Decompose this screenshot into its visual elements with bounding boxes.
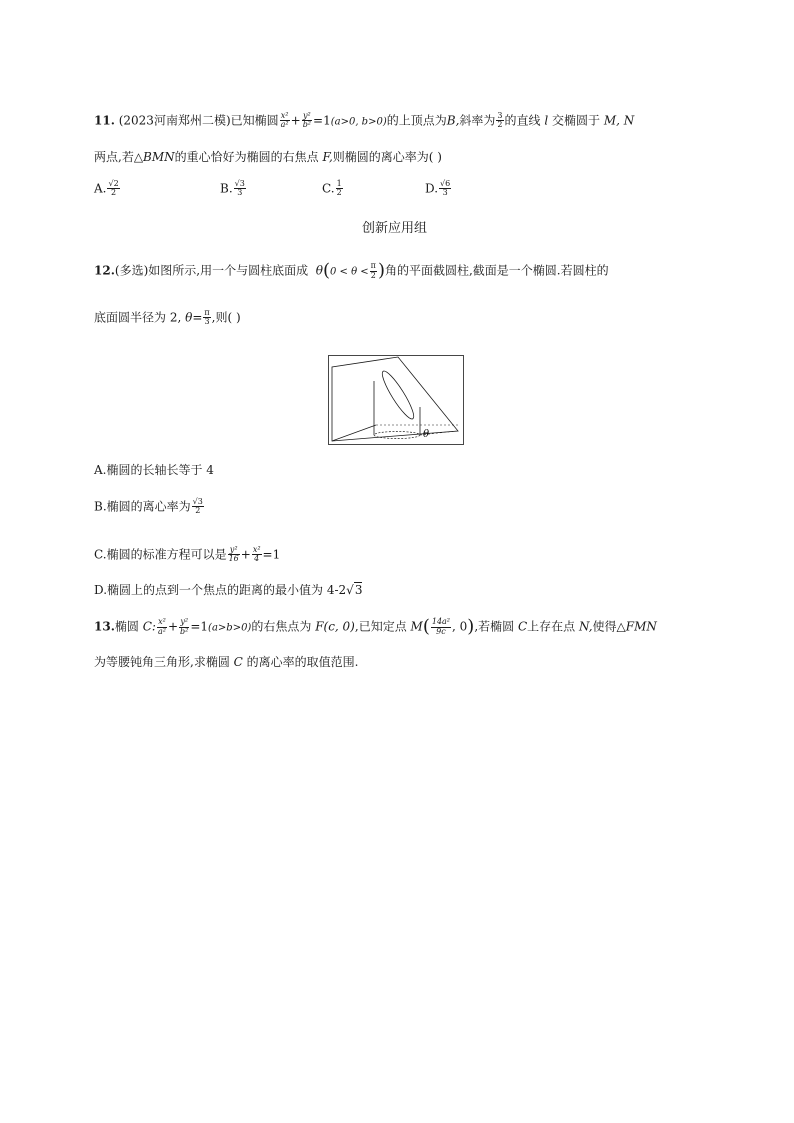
- figure-frame: [329, 356, 464, 445]
- q11-B: B,: [446, 113, 460, 128]
- q11-option-a[interactable]: A. $\frac{√2}{2}$: [94, 179, 119, 198]
- q11-text: 已知椭圆: [230, 113, 279, 128]
- base-plane: [332, 425, 376, 441]
- q11-slope: $\frac{3}{2}$: [497, 111, 503, 130]
- q11-option-d[interactable]: D. $\frac{√6}{3}$: [425, 179, 451, 198]
- q11-text4: 的直线: [504, 113, 541, 128]
- q12-option-a[interactable]: A.椭圆的长轴长等于 4: [94, 463, 214, 477]
- q12-option-d[interactable]: D.椭圆上的点到一个焦点的距离的最小值为 4-2√3: [94, 583, 363, 597]
- q11-cond: (a>0, b>0): [330, 116, 387, 128]
- q11-text3: 斜率为: [459, 113, 496, 128]
- q12-line2: 底面圆半径为 2, θ= $\frac{\pi}{3}$ ,则( ): [94, 308, 241, 327]
- q11-l: l: [544, 113, 549, 128]
- cylinder-figure: [328, 355, 464, 445]
- q12-number: 12.: [94, 263, 115, 278]
- q11-frac-x: $\frac{\text{x²}}{\text{a²}}$: [280, 111, 289, 130]
- q13-line2: 为等腰钝角三角形,求椭圆 C 的离心率的取值范围.: [94, 655, 359, 669]
- q12-line1: 12.(多选)如图所示,用一个与圆柱底面成 θ(0 < θ < $\frac{\pi}{2}$ )角的平面截圆柱,截面是一个椭圆.若圆柱的: [94, 260, 609, 281]
- q11-MN: M, N: [603, 113, 635, 128]
- section-title: 创新应用组: [362, 221, 428, 236]
- q11-option-c[interactable]: C. $\frac{1}{2}$: [322, 179, 342, 198]
- q12-option-c[interactable]: C.椭圆的标准方程可以是 $\frac{\text{y²}}{16}$ + $\frac{\text{x²}}{4}$ =1: [94, 545, 281, 564]
- q11-option-b[interactable]: B. $\frac{√3}{3}$: [220, 179, 245, 198]
- q11-line2: 两点,若△BMN的重心恰好为椭圆的右焦点 F,则椭圆的离心率为( ): [94, 150, 442, 164]
- q11-plus: +: [290, 113, 301, 128]
- q11-text5: 交椭圆于: [552, 113, 601, 128]
- q13-line1: 13.椭圆 C: $\frac{\text{x²}}{\text{a²}}$ + $\frac{\text{y²}}{\text{b²}}$ =1(a>b>0)的右焦点为 F(c, 0),已知定点 M( $\frac{\text{14a²}}{9c}$ , 0),若椭圆 C上存在点 N,使得△FMN: [94, 616, 657, 637]
- q11-number: 11.: [94, 113, 115, 128]
- q11-eq: =1: [313, 113, 331, 128]
- q11-text2: 的上顶点为: [386, 113, 447, 128]
- ellipse-section: [378, 368, 418, 422]
- q12-option-b[interactable]: B.椭圆的离心率为 $\frac{√3}{2}$: [94, 497, 203, 516]
- cutting-plane: [332, 357, 458, 441]
- q11-line1: [94, 112, 634, 130]
- theta-label: θ: [423, 429, 430, 440]
- q11-frac-y: $\frac{\text{y²}}{\text{b²}}$: [302, 111, 312, 130]
- q11-source: (2023河南郑州二模): [118, 113, 231, 128]
- q13-number: 13.: [94, 619, 115, 634]
